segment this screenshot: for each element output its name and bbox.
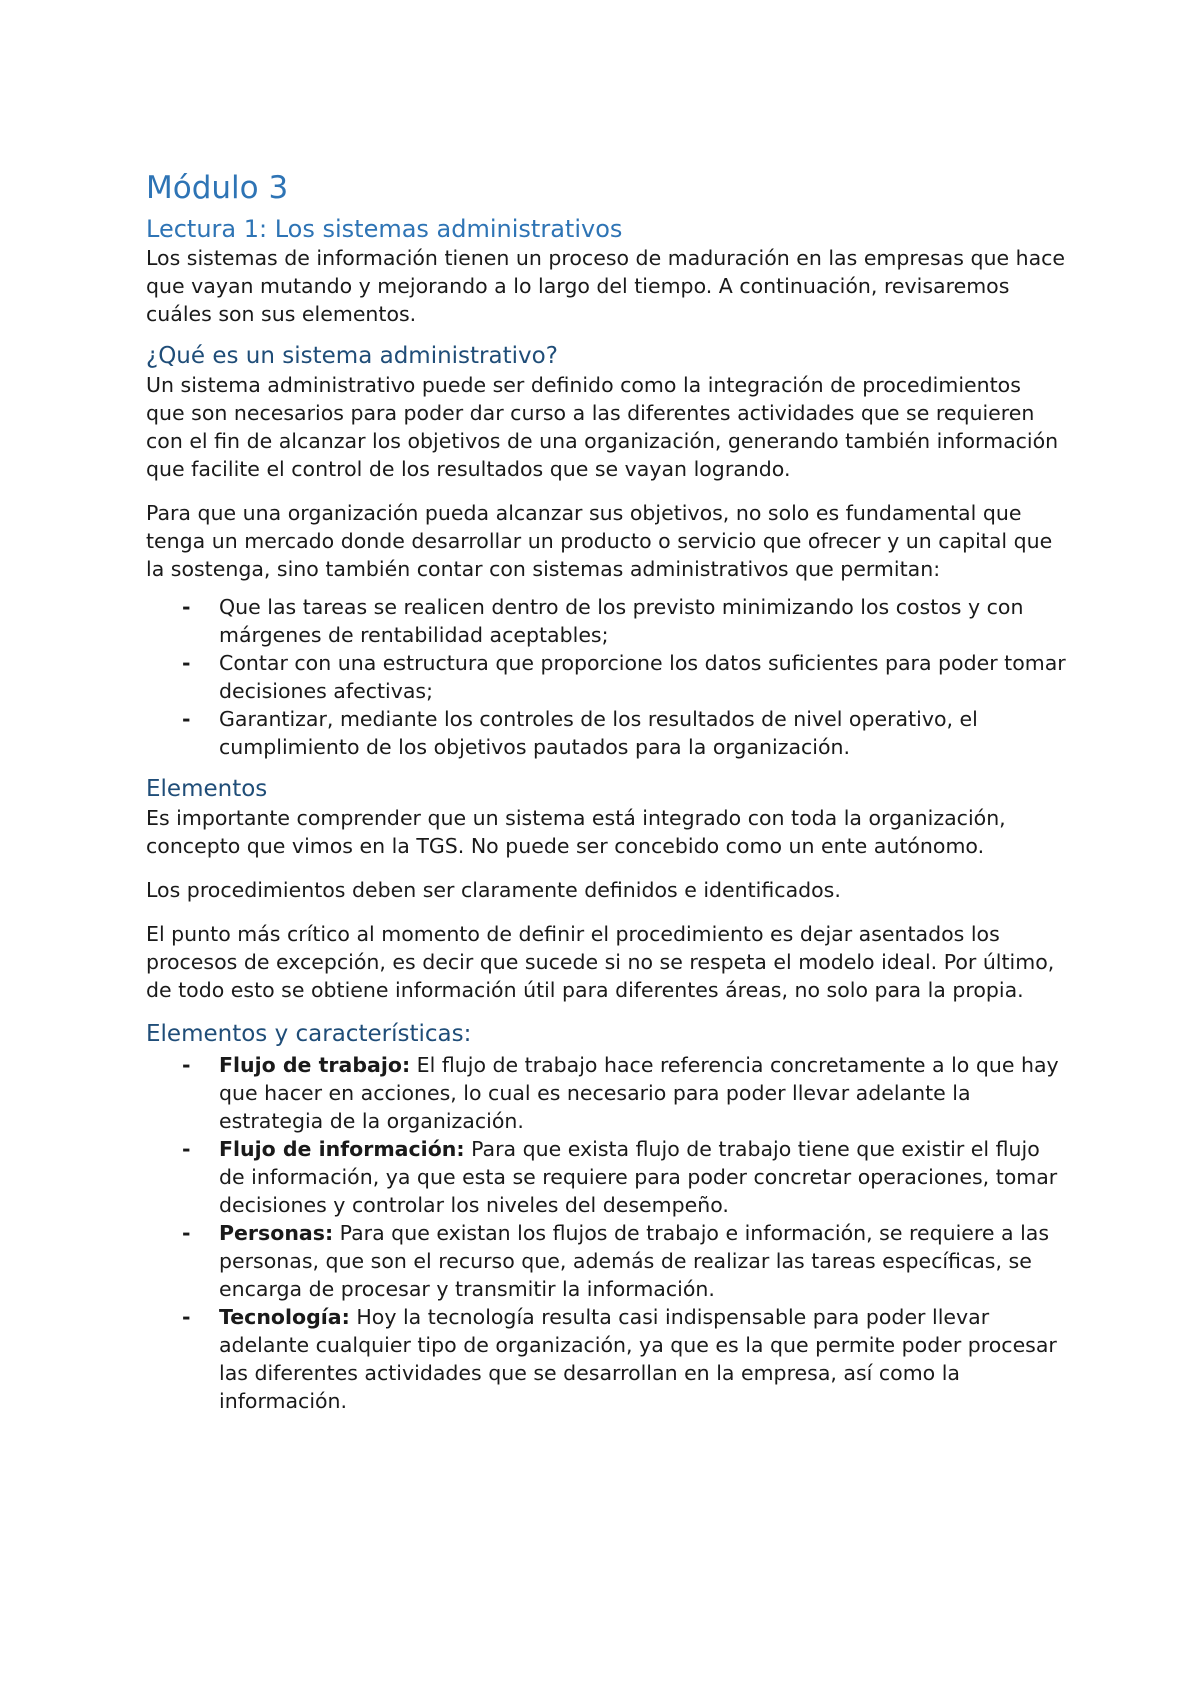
term-description: Hoy la tecnología resulta casi indispensable para poder llevar adelante cualquier tipo de organización, ya que es la que permite poder procesar las diferentes actividades que se desarrollan en la empresa, así como la información. [219, 1305, 1057, 1413]
list-item [146, 1135, 1066, 1219]
section1-paragraph-1: Un sistema administrativo puede ser definido como la integración de procedimientos que son necesarios para poder dar curso a las diferentes actividades que se requieren con el fin de alcanzar los objetivos de una organización, generando también información que facilite el control de los resultados que se vayan logrando. [146, 373, 1059, 481]
module-title: Módulo 3 [146, 170, 289, 206]
term-label: Flujo de trabajo: [219, 1053, 411, 1077]
lecture-title: Lectura 1: Los sistemas administrativos [146, 215, 623, 243]
document-page [146, 168, 1066, 1415]
section2-paragraph-3: El punto más crítico al momento de definir el procedimiento es dejar asentados los procesos de excepción, es decir que sucede si no se respeta el modelo ideal. Por último, de todo esto se obtiene información útil para diferentes áreas, no solo para la propia. [146, 922, 1055, 1002]
section1-paragraph-2: Para que una organización pueda alcanzar sus objetivos, no solo es fundamental que tenga un mercado donde desarrollar un producto o servicio que ofrecer y un capital que la sostenga, sino también contar con sistemas administrativos que permitan: [146, 501, 1053, 581]
list-item: - Que las tareas se realicen dentro de los previsto minimizando los costos y con márgenes de rentabilidad aceptables; [146, 593, 1066, 649]
term-description: Para que exista flujo de trabajo tiene que existir el flujo de información, ya que esta se requiere para poder concretar operaciones, tomar decisiones y controlar los niveles del desempeño. [219, 1137, 1058, 1217]
term-description: El flujo de trabajo hace referencia concretamente a lo que hay que hacer en acciones, lo cual es necesario para poder llevar adelante la estrategia de la organización. [219, 1053, 1059, 1133]
term-label: Personas: [219, 1221, 334, 1245]
section-heading-caracteristicas: Elementos y características: [146, 1021, 472, 1047]
term-description: Para que existan los flujos de trabajo e información, se requiere a las personas, que son el recurso que, además de realizar las tareas específicas, se encarga de procesar y transmitir la información. [219, 1221, 1050, 1301]
characteristics-list [146, 1051, 1066, 1415]
term-label: Tecnología: [219, 1305, 350, 1329]
list-item [146, 1303, 1066, 1415]
list-item [146, 1219, 1066, 1303]
list-item: - Contar con una estructura que proporcione los datos suficientes para poder tomar decisiones afectivas; [146, 649, 1066, 705]
term-label: Flujo de información: [219, 1137, 465, 1161]
intro-paragraph: Los sistemas de información tienen un proceso de maduración en las empresas que hace que vayan mutando y mejorando a lo largo del tiempo. A continuación, revisaremos cuáles son sus elementos. [146, 246, 1066, 326]
section1-bullet-list [146, 593, 1066, 761]
list-item: - Garantizar, mediante los controles de los resultados de nivel operativo, el cumplimiento de los objetivos pautados para la organización. [146, 705, 1066, 761]
section-heading-que-es: ¿Qué es un sistema administrativo? [146, 343, 558, 369]
list-item [146, 1051, 1066, 1135]
section-heading-elementos: Elementos [146, 776, 268, 802]
section2-paragraph-2: Los procedimientos deben ser claramente definidos e identificados. [146, 878, 841, 902]
section2-paragraph-1: Es importante comprender que un sistema está integrado con toda la organización, concepto que vimos en la TGS. No puede ser concebido como un ente autónomo. [146, 806, 1006, 858]
